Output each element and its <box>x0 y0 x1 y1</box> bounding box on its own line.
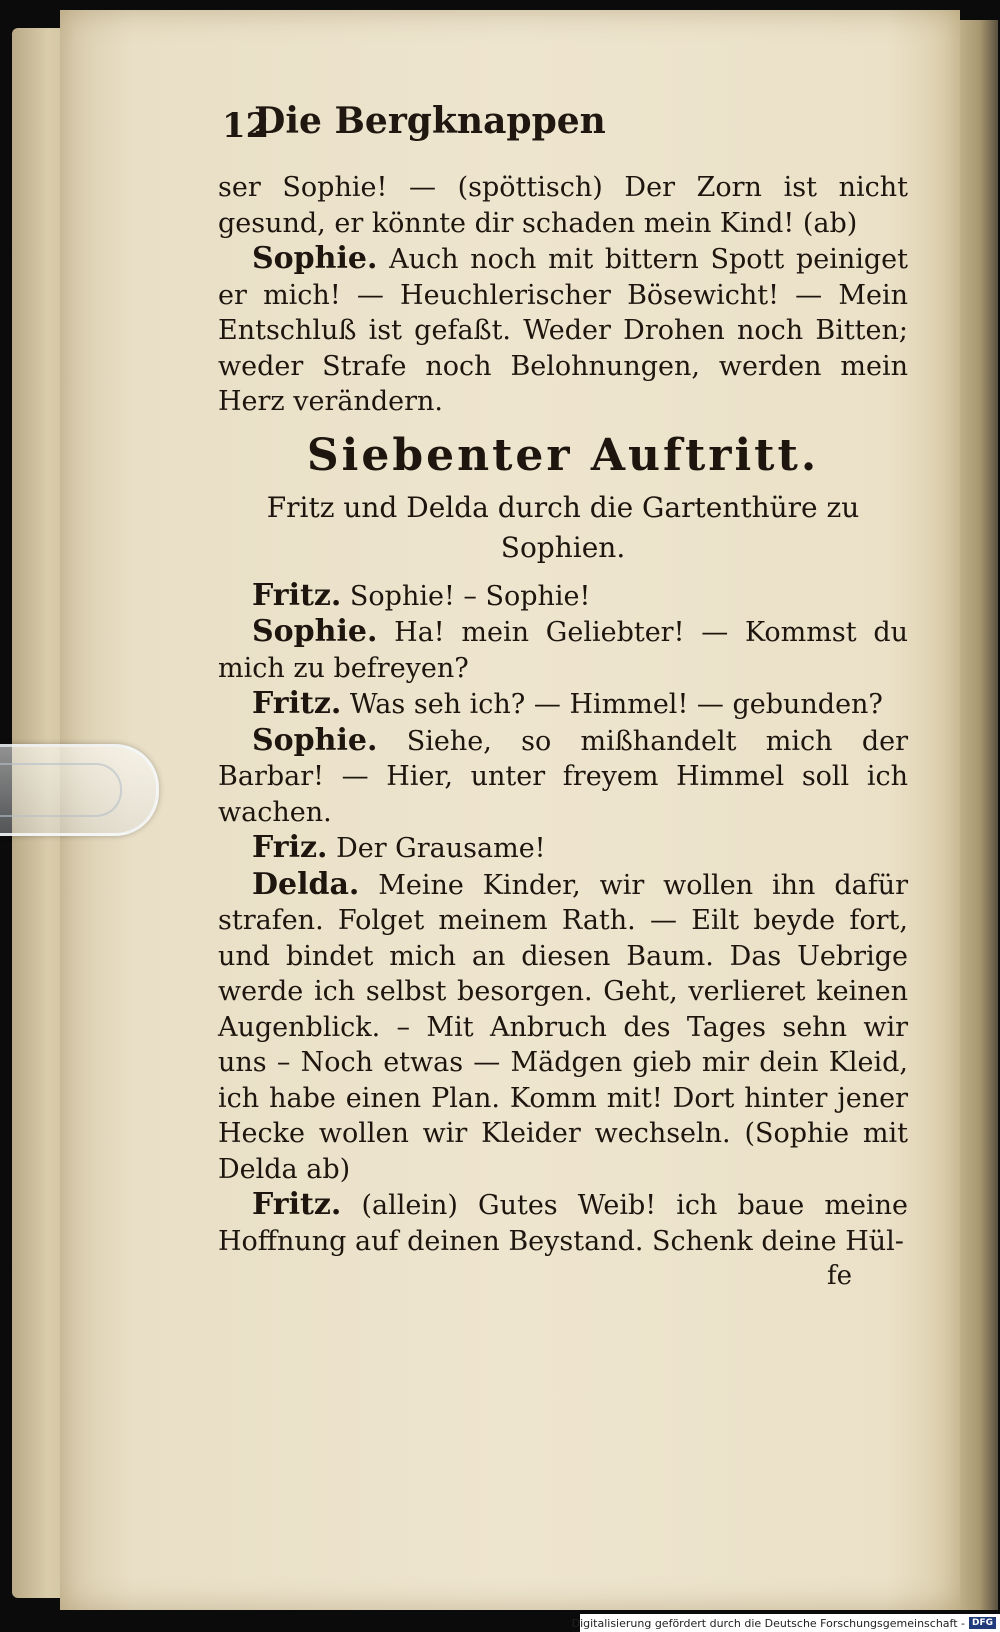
speaker-name: Sophie. <box>252 722 378 758</box>
speech-line <box>218 867 908 1188</box>
speech-line <box>218 578 908 615</box>
speaker-name: Friz. <box>252 830 328 865</box>
running-title: Die Bergknappen <box>254 100 606 142</box>
speaker-name: Fritz. <box>252 1187 342 1222</box>
speech-line <box>218 1187 908 1259</box>
speech-sophie <box>218 241 908 420</box>
speech-line <box>218 614 908 686</box>
digitization-credit-bar <box>571 1614 1000 1632</box>
speech-line <box>218 686 908 723</box>
speech-text: Siehe, so mißhandelt mich der Barbar! — Hier, unter freyem Himmel soll ich wachen. <box>218 725 908 828</box>
text-block <box>218 170 908 1295</box>
speech-line <box>218 830 908 867</box>
scene-title: Siebenter Auftritt. <box>306 429 820 481</box>
catchword: fe <box>826 1261 852 1291</box>
speaker-name: Fritz. <box>252 577 342 613</box>
page-number: 12 <box>222 106 270 146</box>
speech-text: Sophie! – Sophie! <box>349 580 591 612</box>
speaker-name: Fritz. <box>252 686 342 721</box>
speech-text: Auch noch mit bittern Spott peiniget er mich! — Heuchlerischer Bösewicht! — Mein Entschluß ist gefaßt. Weder Drohen noch Bitten; weder Strafe noch Belohnungen, werden mein Herz verändern. <box>218 244 908 417</box>
speech-text: Ha! mein Geliebter! — Kommst du mich zu befreyen? <box>218 617 908 684</box>
digitization-credit: Digitalisierung gefördert durch die Deutsche Forschungsgemeinschaft - <box>571 1616 965 1630</box>
running-head <box>160 100 900 160</box>
speech-text: Meine Kinder, wir wollen ihn dafür strafen. Folget meinem Rath. — Eilt beyde fort, und bindet mich an diesen Baum. Das Uebrige werde ich selbst besorgen. Geht, verlieret keinen Augenblick. – Mit Anbruch des Tages sehn wir uns – Noch etwas — Mädgen gieb mir dein Kleid, ich habe einen Plan. Komm mit! Dort hinter jener Hecke wollen wir Kleider wechseln. (Sophie mit Delda ab) <box>218 869 908 1185</box>
speech-text: (allein) Gutes Weib! ich baue meine Hoffnung auf deinen Beystand. Schenk deine Hül- <box>218 1190 908 1257</box>
speech-text: Der Grausame! <box>336 833 546 864</box>
speech-text: Was seh ich? — Himmel! — gebunden? <box>349 689 883 720</box>
speaker-name: Sophie. <box>252 241 378 276</box>
scene-cast: Fritz und Delda durch die Gartenthüre zu Sophien. <box>266 490 860 564</box>
dfg-logo-icon: DFG <box>969 1617 996 1629</box>
speaker-name: Sophie. <box>252 614 378 649</box>
speaker-name: Delda. <box>252 866 360 902</box>
speech-line <box>218 723 908 831</box>
page-clip-inner <box>0 763 122 817</box>
page-clip <box>0 744 159 836</box>
paragraph-continuation: ser Sophie! — (spöttisch) Der Zorn ist nicht gesund, er könnte dir schaden mein Kind! (ab) <box>218 172 908 239</box>
